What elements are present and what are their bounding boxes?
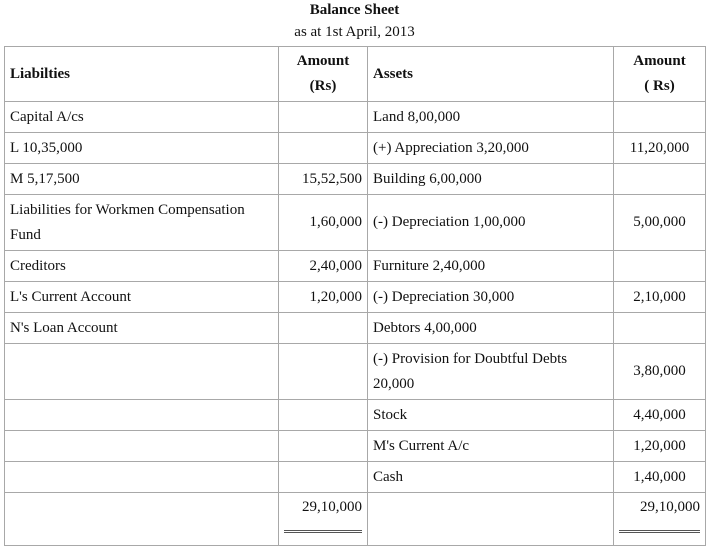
liability-amount: 1,60,000 xyxy=(279,195,368,251)
table-row xyxy=(5,282,706,313)
liability-amount xyxy=(279,431,368,462)
liability-amount: 15,52,500 xyxy=(279,164,368,195)
liability-amount xyxy=(279,400,368,431)
liability-item xyxy=(5,400,279,431)
liability-amount xyxy=(279,133,368,164)
liability-amount: 1,20,000 xyxy=(279,282,368,313)
totals-liab-blank xyxy=(5,493,279,546)
asset-item: Cash xyxy=(368,462,614,493)
table-row xyxy=(5,164,706,195)
liability-item xyxy=(5,344,279,400)
amount-left-unit: (Rs) xyxy=(309,78,337,94)
liability-item: L's Current Account xyxy=(5,282,279,313)
asset-item: Land 8,00,000 xyxy=(368,102,614,133)
table-header-row xyxy=(5,47,706,102)
asset-amount: 2,10,000 xyxy=(614,282,706,313)
amount-left-label: Amount xyxy=(296,53,350,69)
asset-amount xyxy=(614,102,706,133)
asset-amount xyxy=(614,251,706,282)
table-row xyxy=(5,462,706,493)
table-row xyxy=(5,344,706,400)
asset-item: Furniture 2,40,000 xyxy=(368,251,614,282)
asset-item: (+) Appreciation 3,20,000 xyxy=(368,133,614,164)
column-header-amount-left xyxy=(279,47,368,102)
asset-amount: 1,20,000 xyxy=(614,431,706,462)
total-assets-value: 29,10,000 xyxy=(640,499,700,515)
liability-item xyxy=(5,431,279,462)
table-body xyxy=(5,102,706,493)
liability-amount xyxy=(279,344,368,400)
liability-item xyxy=(5,462,279,493)
table-row xyxy=(5,313,706,344)
liability-item: Liabilities for Workmen Compensation Fund xyxy=(5,195,279,251)
amount-right-unit: ( Rs) xyxy=(644,78,675,94)
asset-item: Building 6,00,000 xyxy=(368,164,614,195)
liability-item: M 5,17,500 xyxy=(5,164,279,195)
asset-amount: 3,80,000 xyxy=(614,344,706,400)
total-assets xyxy=(614,493,706,546)
asset-amount: 1,40,000 xyxy=(614,462,706,493)
totals-row xyxy=(5,493,706,546)
column-header-amount-right xyxy=(614,47,706,102)
asset-item: Stock xyxy=(368,400,614,431)
liability-item: L 10,35,000 xyxy=(5,133,279,164)
total-liabilities xyxy=(279,493,368,546)
liability-item: Capital A/cs xyxy=(5,102,279,133)
liability-amount: 2,40,000 xyxy=(279,251,368,282)
total-liabilities-value: 29,10,000 xyxy=(302,499,362,515)
column-header-assets: Assets xyxy=(368,47,614,102)
table-row xyxy=(5,102,706,133)
asset-item: M's Current A/c xyxy=(368,431,614,462)
table-row xyxy=(5,133,706,164)
page-title: Balance Sheet xyxy=(309,2,400,18)
table-row xyxy=(5,251,706,282)
asset-amount xyxy=(614,164,706,195)
asset-item: Debtors 4,00,000 xyxy=(368,313,614,344)
amount-right-label: Amount xyxy=(633,53,686,69)
table-row xyxy=(5,431,706,462)
asset-item: (-) Depreciation 1,00,000 xyxy=(368,195,614,251)
asset-item: (-) Provision for Doubtful Debts 20,000 xyxy=(368,344,614,400)
double-underline xyxy=(284,530,362,533)
balance-sheet-table xyxy=(4,46,706,546)
column-header-liabilities: Liabilties xyxy=(5,47,279,102)
asset-item: (-) Depreciation 30,000 xyxy=(368,282,614,313)
page-subtitle: as at 1st April, 2013 xyxy=(294,24,415,40)
liability-item: N's Loan Account xyxy=(5,313,279,344)
liability-amount xyxy=(279,102,368,133)
asset-amount: 4,40,000 xyxy=(614,400,706,431)
double-underline xyxy=(619,530,700,533)
table-row xyxy=(5,400,706,431)
asset-amount: 11,20,000 xyxy=(614,133,706,164)
asset-amount xyxy=(614,313,706,344)
asset-amount: 5,00,000 xyxy=(614,195,706,251)
table-row xyxy=(5,195,706,251)
liability-item: Creditors xyxy=(5,251,279,282)
liability-amount xyxy=(279,462,368,493)
liability-amount xyxy=(279,313,368,344)
totals-asset-blank xyxy=(368,493,614,546)
